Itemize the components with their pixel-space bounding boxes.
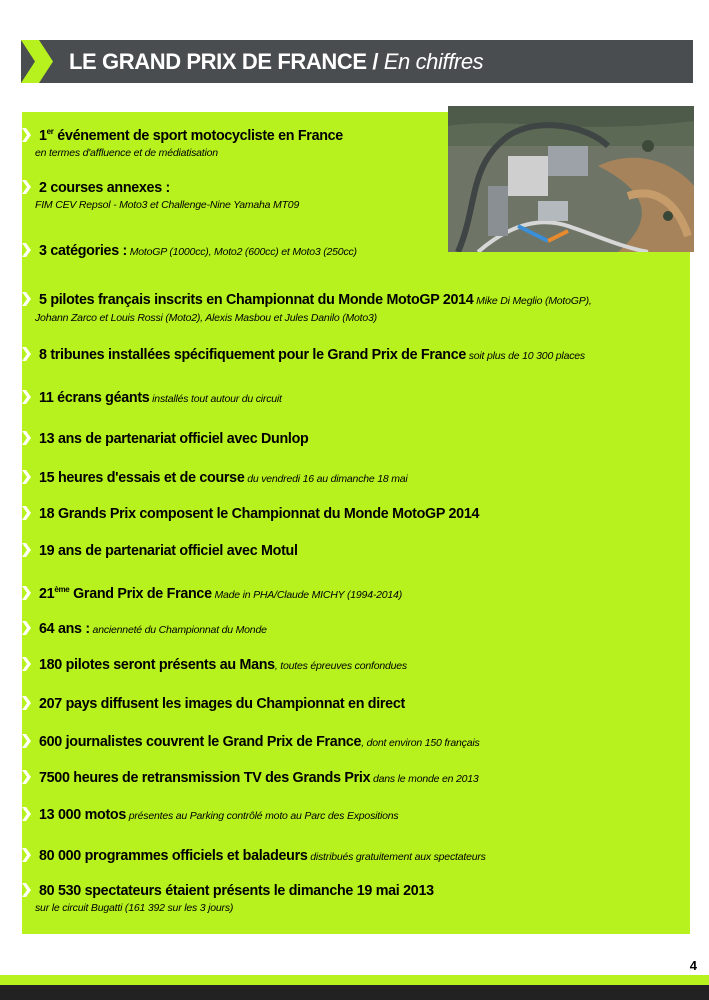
- bullet-arrow-icon: [22, 543, 31, 557]
- bullet-arrow-icon: [22, 807, 31, 821]
- list-item: [22, 178, 684, 213]
- item-detail: , dont environ 150 français: [361, 737, 480, 749]
- bullet-arrow-icon: [22, 292, 31, 306]
- item-text: [39, 543, 298, 559]
- item-detail: distribués gratuitement aux spectateurs: [307, 851, 486, 863]
- item-detail: Made in PHA/Claude MICHY (1994-2014): [211, 589, 402, 601]
- item-headline: Grand Prix de France: [69, 586, 212, 602]
- item-headline: 80 530 spectateurs étaient présents le dimanche 19 mai 2013: [39, 883, 434, 899]
- item-headline: 180 pilotes seront présents au Mans: [39, 657, 275, 673]
- header-banner: [21, 40, 693, 83]
- list-item: [22, 732, 684, 751]
- item-text: [39, 243, 357, 260]
- chevron-right-icon: [21, 40, 65, 83]
- bullet-arrow-icon: [22, 770, 31, 784]
- list-item: [22, 345, 684, 364]
- item-text: [39, 848, 486, 865]
- bullet-arrow-icon: [22, 431, 31, 445]
- item-headline: 207 pays diffusent les images du Championnat en direct: [39, 696, 405, 712]
- item-subline: Johann Zarco et Louis Rossi (Moto2), Alexis Masbou et Jules Danilo (Moto3): [35, 312, 377, 324]
- item-headline: 5 pilotes français inscrits en Championnat du Monde MotoGP 2014: [39, 292, 474, 308]
- item-text: [39, 883, 434, 899]
- item-headline: 18 Grands Prix composent le Championnat du Monde MotoGP 2014: [39, 506, 480, 522]
- list-item: [22, 619, 684, 638]
- item-text: [39, 124, 343, 144]
- item-detail: ancienneté du Championnat du Monde: [89, 624, 267, 636]
- item-text: [39, 582, 402, 603]
- item-text: [39, 506, 479, 522]
- item-headline: 600 journalistes couvrent le Grand Prix de France: [39, 734, 362, 750]
- item-headline: 13 000 motos: [39, 807, 126, 823]
- list-item: [22, 468, 684, 487]
- item-number: 21: [39, 586, 55, 602]
- item-detail: dans le monde en 2013: [370, 773, 479, 785]
- bullet-arrow-icon: [22, 696, 31, 710]
- item-headline: 3 catégories :: [39, 243, 127, 259]
- item-text: [39, 431, 308, 447]
- item-text: [39, 770, 479, 787]
- item-headline: 8 tribunes installées spécifiquement pour le Grand Prix de France: [39, 347, 467, 363]
- bullet-arrow-icon: [22, 506, 31, 520]
- item-detail: soit plus de 10 300 places: [466, 350, 585, 362]
- list-item: [22, 805, 684, 824]
- item-detail: , toutes épreuves confondues: [274, 660, 407, 672]
- footer-accent-bar: [0, 975, 709, 985]
- item-headline: 15 heures d'essais et de course: [39, 470, 245, 486]
- bullet-arrow-icon: [22, 883, 31, 897]
- title-separator: /: [366, 49, 384, 74]
- item-headline: 2 courses annexes :: [39, 180, 170, 196]
- list-item: [22, 504, 684, 522]
- item-text: [39, 180, 170, 196]
- item-text: [39, 807, 398, 824]
- item-superscript: ème: [54, 585, 70, 594]
- title-main: LE GRAND PRIX DE FRANCE: [69, 49, 367, 74]
- item-headline: 80 000 programmes officiels et baladeurs: [39, 848, 308, 864]
- bullet-arrow-icon: [22, 347, 31, 361]
- item-superscript: er: [46, 127, 54, 136]
- item-headline: 19 ans de partenariat officiel avec Motul: [39, 543, 298, 559]
- item-text: [39, 347, 585, 364]
- list-item: [22, 582, 684, 603]
- bullet-arrow-icon: [22, 734, 31, 748]
- list-item: [22, 241, 684, 260]
- title-sub: En chiffres: [383, 49, 484, 74]
- item-detail: du vendredi 16 au dimanche 18 mai: [244, 473, 408, 485]
- item-number: 1: [39, 128, 47, 144]
- item-text: [39, 390, 282, 407]
- list-item: [22, 881, 684, 916]
- list-item: [22, 655, 684, 674]
- bullet-arrow-icon: [22, 586, 31, 600]
- list-item: [22, 541, 684, 559]
- item-detail: MotoGP (1000cc), Moto2 (600cc) et Moto3 (250cc): [126, 246, 357, 258]
- item-text: [39, 292, 592, 309]
- page-number: 4: [689, 958, 697, 973]
- item-headline: 13 ans de partenariat officiel avec Dunlop: [39, 431, 309, 447]
- list-item: [22, 429, 684, 447]
- bullet-arrow-icon: [22, 621, 31, 635]
- item-subline: sur le circuit Bugatti (161 392 sur les 3 jours): [35, 902, 234, 914]
- item-subline: en termes d'affluence et de médiatisation: [35, 147, 218, 159]
- item-text: [39, 696, 405, 712]
- item-headline: 11 écrans géants: [39, 390, 150, 406]
- item-text: [39, 657, 407, 674]
- item-subline: FIM CEV Repsol - Moto3 et Challenge-Nine Yamaha MT09: [35, 199, 300, 211]
- bullet-arrow-icon: [22, 390, 31, 404]
- list-item: [22, 694, 684, 712]
- item-detail: Mike Di Meglio (MotoGP),: [473, 295, 592, 307]
- bullet-arrow-icon: [22, 470, 31, 484]
- item-text: [39, 470, 408, 487]
- item-detail: installés tout autour du circuit: [149, 393, 282, 405]
- item-text: [39, 621, 267, 638]
- list-item: [22, 388, 684, 407]
- item-detail: présentes au Parking contrôlé moto au Parc des Expositions: [126, 810, 399, 822]
- list-item: [22, 846, 684, 865]
- item-headline: 7500 heures de retransmission TV des Grands Prix: [39, 770, 371, 786]
- bullet-arrow-icon: [22, 657, 31, 671]
- bullet-arrow-icon: [22, 180, 31, 194]
- bullet-arrow-icon: [22, 848, 31, 862]
- list-item: [22, 290, 684, 326]
- item-text: [39, 734, 480, 751]
- list-item: [22, 768, 684, 787]
- footer-dark-bar: [0, 985, 709, 1000]
- bullet-arrow-icon: [22, 128, 31, 142]
- list-item: [22, 124, 684, 161]
- bullet-arrow-icon: [22, 243, 31, 257]
- item-headline: événement de sport motocycliste en France: [53, 128, 343, 144]
- page-title: [69, 40, 483, 83]
- item-headline: 64 ans :: [39, 621, 90, 637]
